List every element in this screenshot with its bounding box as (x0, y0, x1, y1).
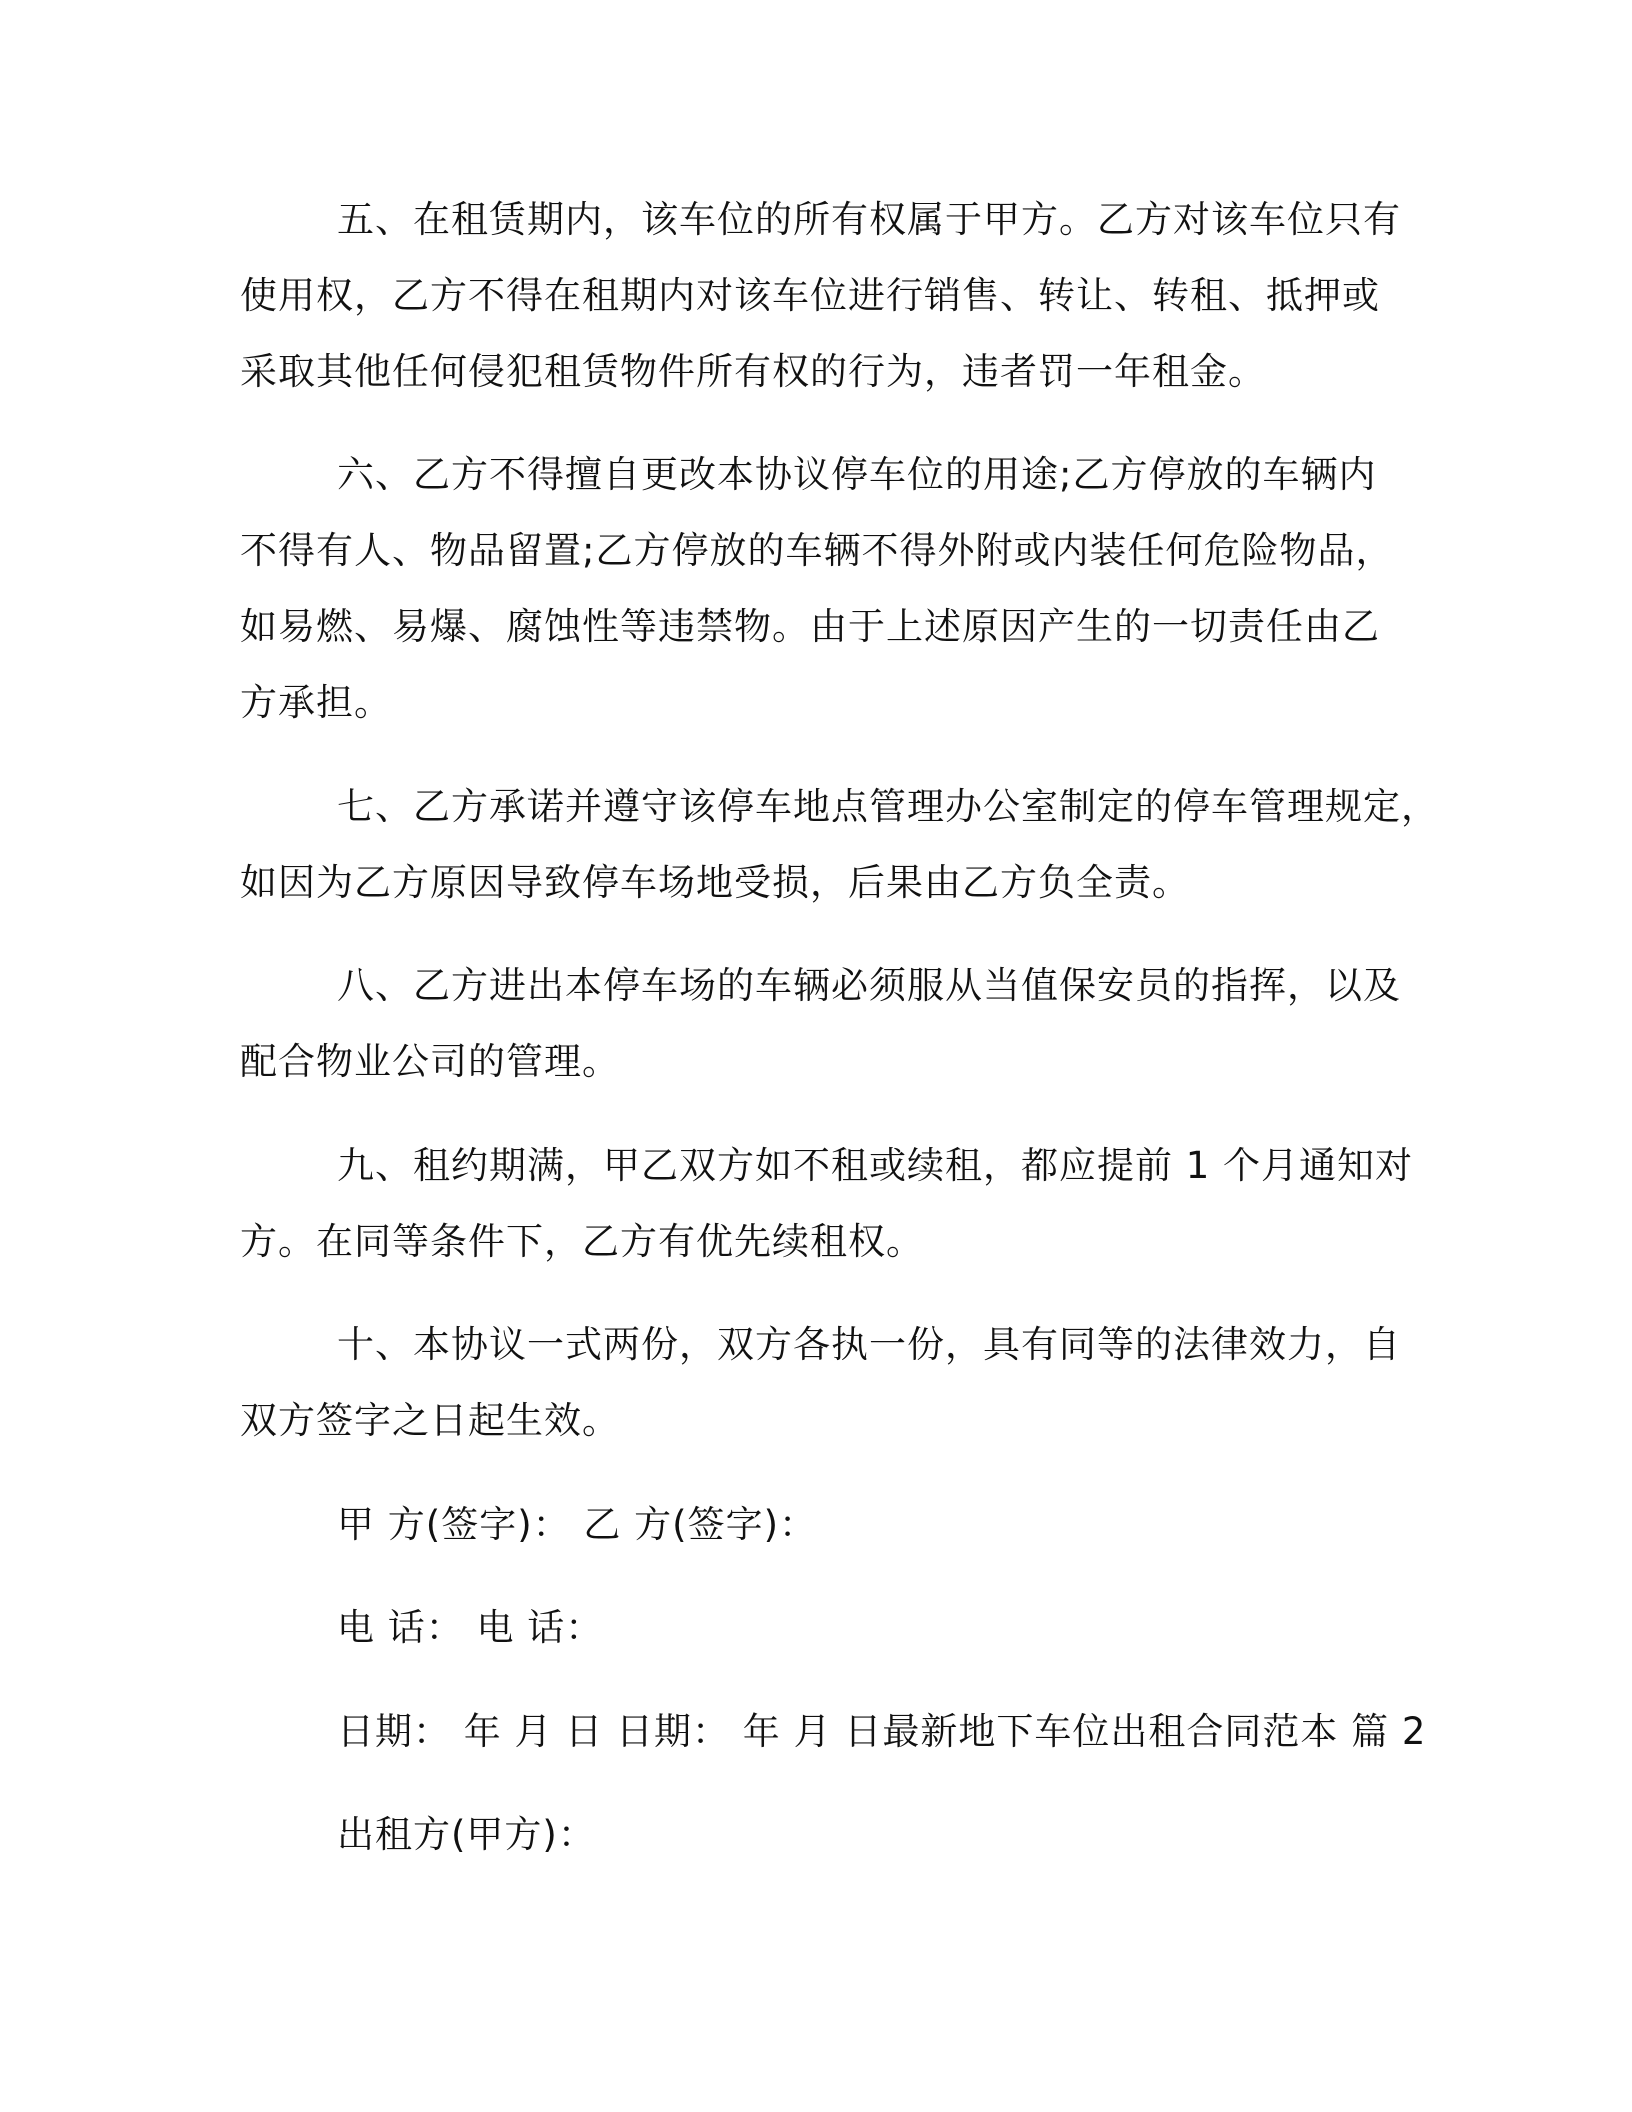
clause-9-line-1: 九、租约期满，甲乙双方如不租或续租，都应提前 1 个月通知对 (337, 1144, 1414, 1187)
clause-6-line-1: 六、乙方不得擅自更改本协议停车位的用途;乙方停放的车辆内 (337, 453, 1377, 496)
clause-7-line-1: 七、乙方承诺并遵守该停车地点管理办公室制定的停车管理规定， (337, 785, 1439, 828)
clause-6-line-2: 不得有人、物品留置;乙方停放的车辆不得外附或内装任何危险物品， (240, 529, 1394, 572)
clause-10-line-2: 双方签字之日起生效。 (240, 1399, 620, 1442)
clause-6-line-4: 方承担。 (240, 681, 392, 724)
clause-7-line-2: 如因为乙方原因导致停车场地受损，后果由乙方负全责。 (240, 861, 1190, 904)
phone-line: 电 话： 电 话： (337, 1606, 604, 1649)
clause-5-line-1: 五、在租赁期内，该车位的所有权属于甲方。乙方对该车位只有 (337, 198, 1401, 241)
date-line: 日期： 年 月 日 日期： 年 月 日最新地下车位出租合同范本 篇 2 (337, 1710, 1427, 1753)
clause-8-line-1: 八、乙方进出本停车场的车辆必须服从当值保安员的指挥，以及 (337, 964, 1401, 1007)
clause-5-line-3: 采取其他任何侵犯租赁物件所有权的行为，违者罚一年租金。 (240, 350, 1266, 393)
signature-line: 甲 方(签字)： 乙 方(签字)： (337, 1503, 818, 1546)
clause-5-line-2: 使用权，乙方不得在租期内对该车位进行销售、转让、转租、抵押或 (240, 274, 1380, 317)
lessor-line: 出租方(甲方)： (337, 1813, 596, 1856)
clause-10-line-1: 十、本协议一式两份，双方各执一份，具有同等的法律效力，自 (337, 1323, 1401, 1366)
clause-6-line-3: 如易燃、易爆、腐蚀性等违禁物。由于上述原因产生的一切责任由乙 (240, 605, 1380, 648)
clause-9-line-2: 方。在同等条件下，乙方有优先续租权。 (240, 1220, 924, 1263)
clause-8-line-2: 配合物业公司的管理。 (240, 1040, 620, 1083)
